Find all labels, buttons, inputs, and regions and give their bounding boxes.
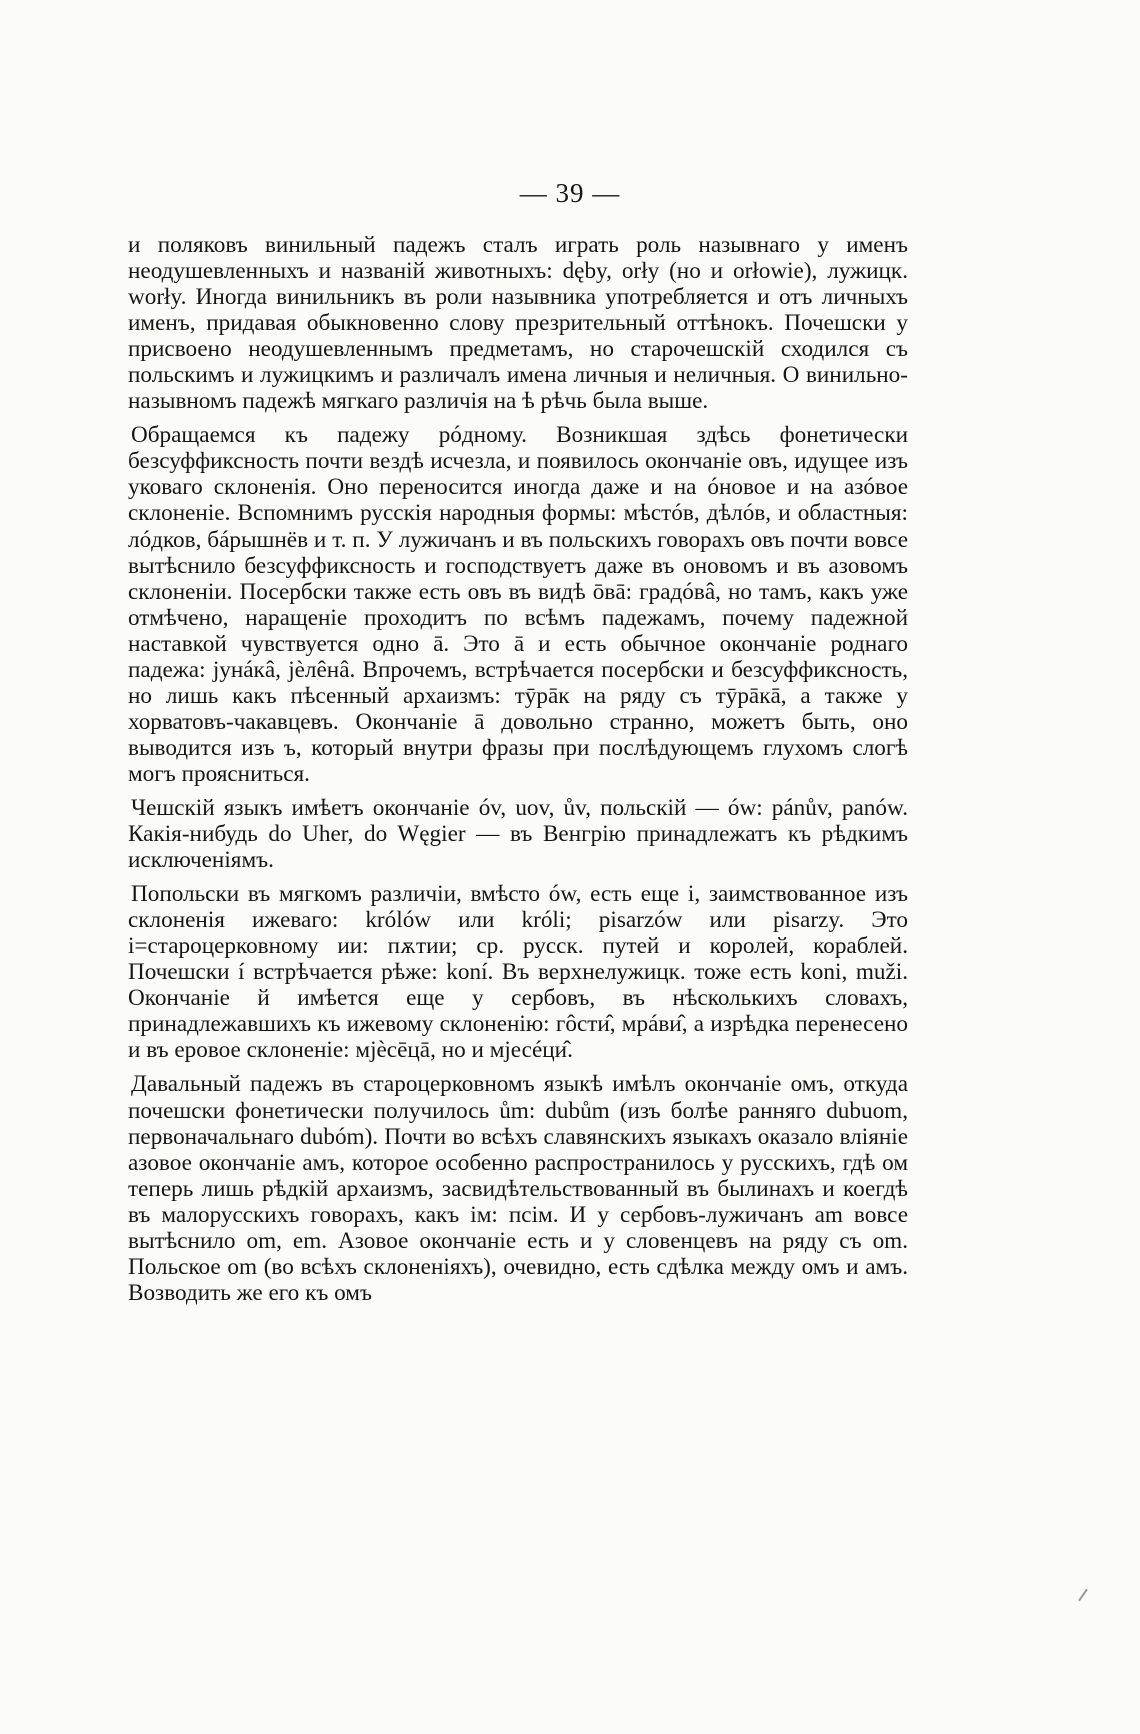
paragraph-soft-variant: Попольски въ мягкомъ различіи, вмѣсто ów, есть еще i, заимствованное изъ склоненія ижеваго: królów или króli; pisarzów или pisarzy. Это i=староцерковному ии: пѫтии; ср. русск. путей и королей, кораблей. Почешски í встрѣчается рѣже: koní. Въ верхнелужицк. тоже есть koni, muži. Окончаніе й имѣется еще у сербовъ, въ нѣсколькихъ словахъ, принадлежавшихъ къ ижевому склоненію: гôсти̂, мрáви̂, а изрѣдка перенесено и въ еровое склоненіе: мјѐсēцā, но и мјесéци̂. (128, 881, 908, 1064)
paragraph-accusative: и поляковъ винильный падежъ сталъ играть роль назывнаго у именъ неодушевленныхъ и названій животныхъ: dęby, orły (но и orłowie), лужицк. worły. Иногда винильникъ въ роли назывника употребляется и отъ личныхъ именъ, придавая обыкновенно слову презрительный оттѣнокъ. Почешски у присвоено неодушевленнымъ предметамъ, но старочешскій сходился съ польскимъ и лужицкимъ и различалъ имена личныя и неличныя. О винильно-назывномъ падежѣ мягкаго различія на ѣ рѣчь была выше. (128, 232, 908, 415)
paragraph-genitive: Обращаемся къ падежу рóдному. Возникшая здѣсь фонетически безсуффиксность почти вездѣ исчезла, и появилось окончаніе овъ, идущее изъ уковаго склоненія. Оно переносится иногда даже и на óновое и на азóвое склоненіе. Вспомнимъ русскія народныя формы: мѣстóв, дѣлóв, и областныя: лóдков, бáрышнёв и т. п. У лужичанъ и въ польскихъ говорахъ овъ почти вовсе вытѣснило безсуффиксность и господствуетъ даже въ оновомъ и въ азовомъ склоненіи. Посербски также есть овъ въ видѣ ōвā: градóвâ, но тамъ, какъ уже отмѣчено, наращеніе проходитъ по всѣмъ падежамъ, почему падежной наставкой чувствуется одно ā. Это ā и есть обычное окончаніе роднаго падежа: јунáкâ, јèлêнâ. Впрочемъ, встрѣчается посербски и безсуффиксность, но лишь какъ пѣсенный архаизмъ: тӯрāк на ряду съ тӯрāкā, а также у хорватовъ-чакавцевъ. Окончаніе ā довольно странно, можетъ быть, оно выводится изъ ъ, который внутри фразы при послѣдующемъ глухомъ слогѣ могъ проясниться. (128, 422, 908, 787)
body-text (128, 232, 908, 1306)
paragraph-dative: Давальный падежъ въ староцерковномъ языкѣ имѣлъ окончаніе омъ, откуда почешски фонетически получилось ům: dubům (изъ болѣе ранняго dubuom, первоначальнаго dubóm). Почти во всѣхъ славянскихъ языкахъ оказало вліяніе азовое окончаніе амъ, которое особенно распространилось у русскихъ, гдѣ ом теперь лишь рѣдкій архаизмъ, засвидѣтельствованный въ былинахъ и коегдѣ въ малорусскихъ говорахъ, какъ ім: псім. И у сербовъ-лужичанъ am вовсе вытѣснило om, em. Азовое окончаніе есть и у словенцевъ на ряду съ om. Польское om (во всѣхъ склоненіяхъ), очевидно, есть сдѣлка между омъ и амъ. Возводить же его къ омъ (128, 1071, 908, 1306)
page-number: — 39 — (519, 178, 621, 208)
paragraph-czech-polish: Чешскій языкъ имѣетъ окончаніе óv, uov, ův, польскій — ów: pánův, panów. Какія-нибудь do Uher, do Węgier — въ Венгрію принадлежатъ къ рѣдкимъ исключеніямъ. (128, 794, 908, 874)
stray-pencil-mark (1078, 1589, 1088, 1602)
